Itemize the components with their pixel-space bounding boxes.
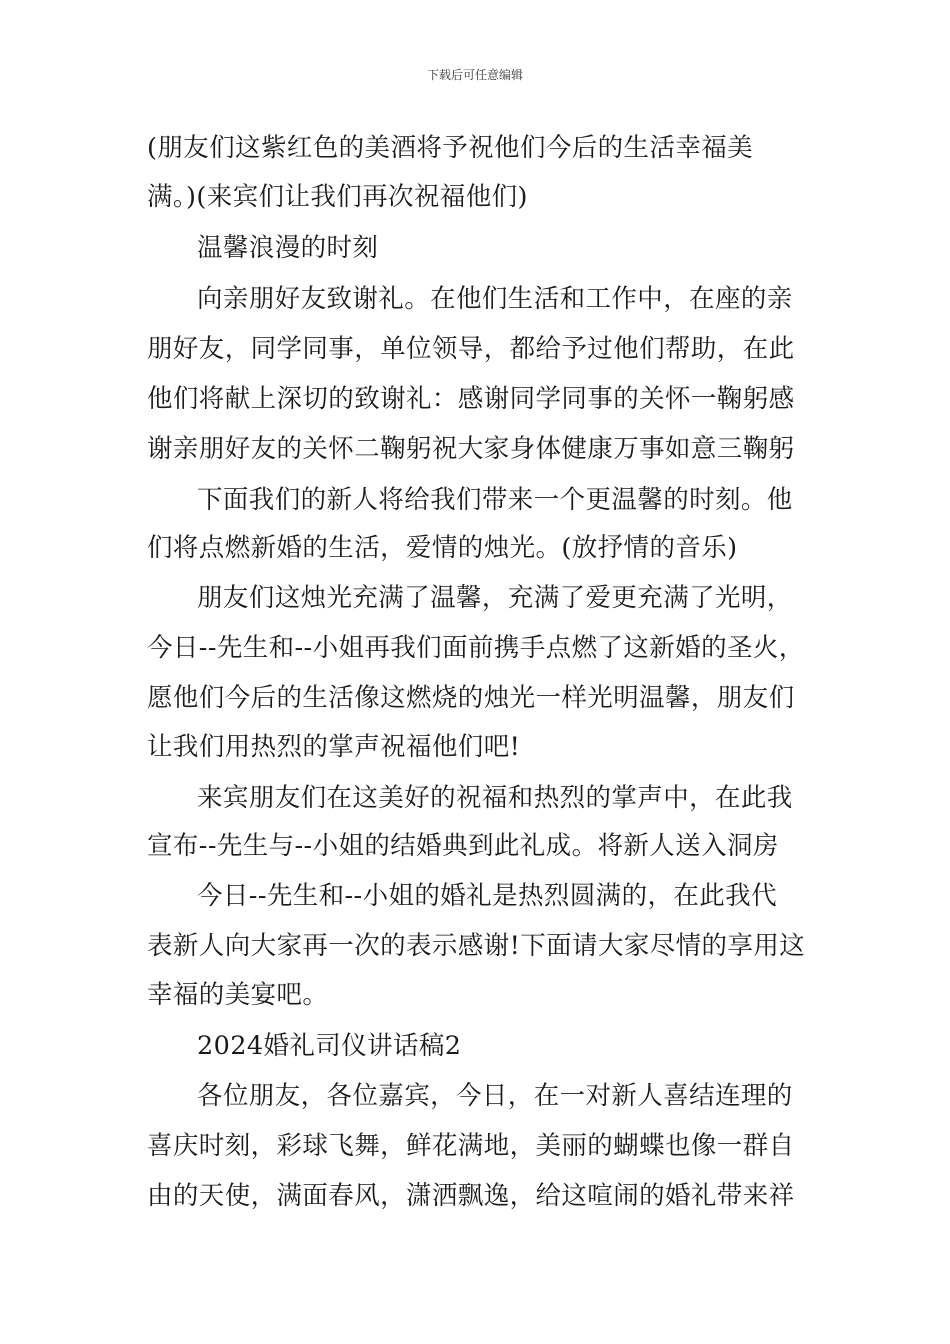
text-line: 朋好友，同学同事，单位领导，都给予过他们帮助，在此: [147, 334, 795, 364]
text-line: 下面我们的新人将给我们带来一个更温馨的时刻。他: [197, 485, 793, 515]
text-line: 来宾朋友们在这美好的祝福和热烈的掌声中，在此我: [197, 783, 793, 813]
text-line: 喜庆时刻，彩球飞舞，鲜花满地，美丽的蝴蝶也像一群自: [147, 1131, 795, 1161]
text-line: 由的天使，满面春风，潇洒飘逸，给这喧闹的婚礼带来祥: [147, 1181, 795, 1211]
text-line: 他们将献上深切的致谢礼：感谢同学同事的关怀一鞠躬感: [147, 384, 795, 414]
text-line: 今日--先生和--小姐再我们面前携手点燃了这新婚的圣火，: [147, 633, 805, 663]
text-line: 们将点燃新婚的生活，爱情的烛光。(放抒情的音乐): [147, 533, 738, 563]
text-line: 满。)(来宾们让我们再次祝福他们): [147, 182, 528, 212]
text-line: 幸福的美宴吧。: [147, 980, 329, 1010]
text-line: 各位朋友，各位嘉宾，今日，在一对新人喜结连理的: [197, 1081, 793, 1111]
text-line: 愿他们今后的生活像这燃烧的烛光一样光明温馨，朋友们: [147, 683, 795, 713]
text-line: 宣布--先生与--小姐的结婚典到此礼成。将新人送入洞房: [147, 831, 779, 861]
text-line: 朋友们这烛光充满了温馨，充满了爱更充满了光明，: [197, 583, 793, 613]
section-heading: 温馨浪漫的时刻: [197, 233, 379, 263]
text-line: 谢亲朋好友的关怀二鞠躬祝大家身体健康万事如意三鞠躬: [147, 434, 795, 464]
section-heading: 2024婚礼司仪讲话稿2: [197, 1031, 462, 1061]
text-line: 今日--先生和--小姐的婚礼是热烈圆满的，在此我代: [197, 881, 777, 911]
text-line: 让我们用热烈的掌声祝福他们吧!: [147, 732, 521, 762]
text-line: 表新人向大家再一次的表示感谢!下面请大家尽情的享用这: [147, 931, 806, 961]
text-line: (朋友们这紫红色的美酒将予祝他们今后的生活幸福美: [147, 133, 754, 163]
page-header: 下载后可任意编辑: [426, 68, 523, 82]
text-line: 向亲朋好友致谢礼。在他们生活和工作中，在座的亲: [197, 284, 793, 314]
